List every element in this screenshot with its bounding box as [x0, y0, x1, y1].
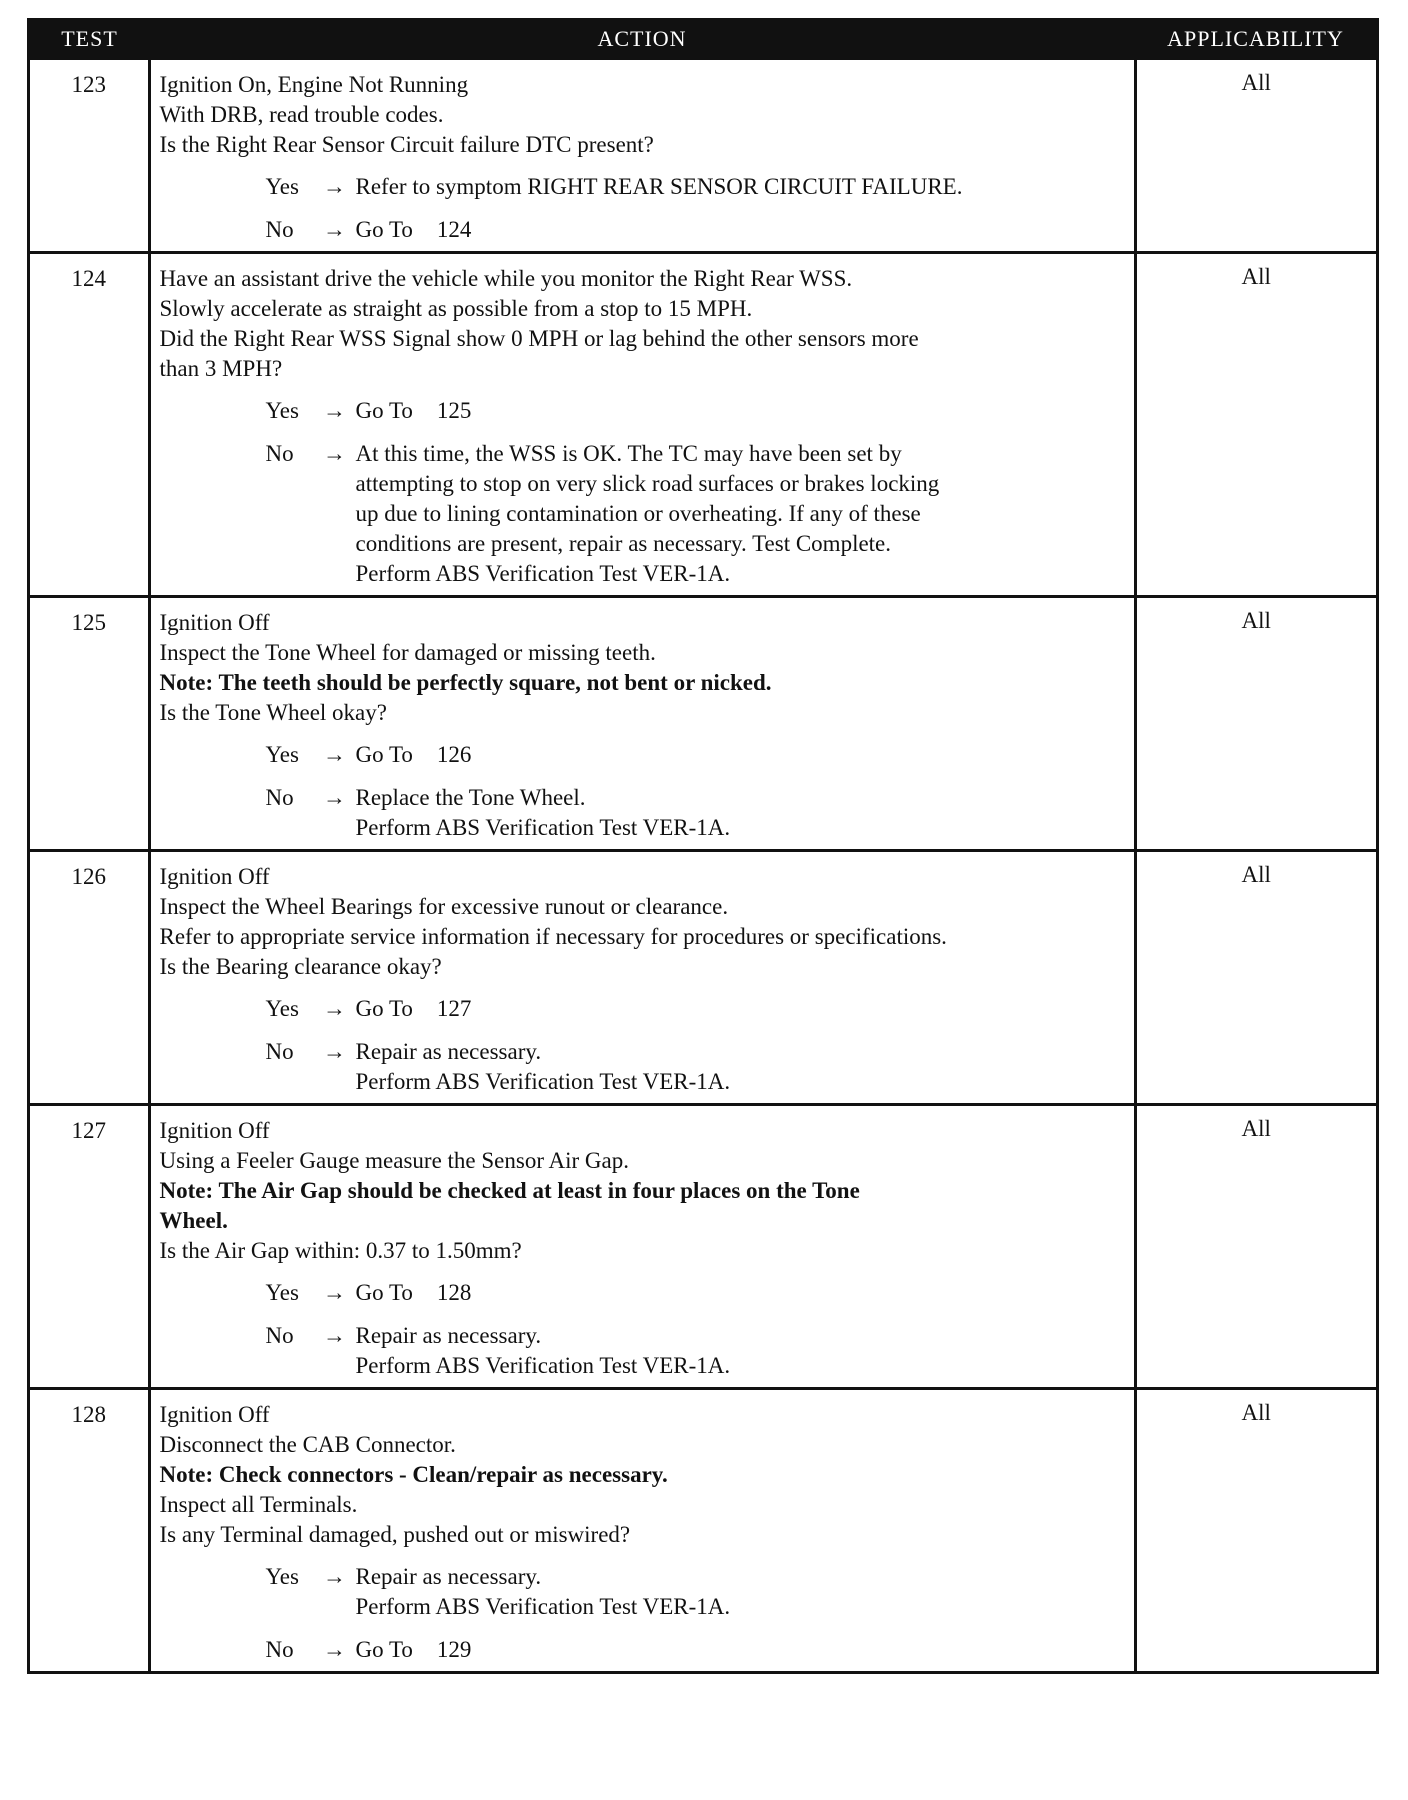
test-number: 126 [30, 851, 149, 1105]
table-row [30, 851, 1376, 1105]
outcome-text [356, 1562, 1126, 1622]
arrow-right-icon: → [323, 441, 346, 466]
outcome-line: At this time, the WSS is OK. The TC may have been set by [355, 441, 902, 466]
outcome-line: Perform ABS Verification Test VER-1A. [355, 1594, 731, 1619]
diagnostic-table-sheet [27, 18, 1379, 1674]
outcome-yes [266, 1278, 1126, 1308]
outcome-label: Yes [265, 174, 299, 199]
action-line: Is the Air Gap within: 0.37 to 1.50mm? [159, 1238, 522, 1263]
action-note: Note: The teeth should be perfectly square, not bent or nicked. [159, 670, 772, 695]
outcome-label: Yes [265, 742, 299, 767]
action-line: Using a Feeler Gauge measure the Sensor Air Gap. [159, 1148, 629, 1173]
outcome-text [356, 783, 1126, 843]
applicability-value: All [1135, 1105, 1376, 1389]
outcome-line: Replace the Tone Wheel. [355, 785, 586, 810]
header-applicability: APPLICABILITY [1135, 21, 1376, 59]
test-number: 127 [30, 1105, 149, 1389]
action-line: Ignition Off [159, 1118, 270, 1143]
outcome-yes [266, 172, 1126, 202]
table-row [30, 253, 1376, 597]
action-line: Ignition Off [159, 864, 270, 889]
outcome-line: Perform ABS Verification Test VER-1A. [355, 1353, 731, 1378]
action-note: Wheel. [159, 1208, 228, 1233]
goto-label: Go To [355, 1280, 413, 1305]
outcome-text [356, 1635, 1126, 1665]
goto-test-number: 129 [436, 1637, 472, 1662]
test-number: 123 [30, 59, 149, 253]
applicability-value: All [1135, 597, 1376, 851]
outcome-text [356, 396, 1126, 426]
action-line: Ignition Off [159, 1402, 270, 1427]
applicability-value: All [1135, 1389, 1376, 1672]
outcome-no [266, 783, 1126, 843]
arrow-right-icon: → [323, 398, 346, 423]
goto-test-number: 126 [436, 742, 472, 767]
outcome-yes [266, 740, 1126, 770]
action-line: Refer to appropriate service information if necessary for procedures or specifications. [159, 924, 947, 949]
outcome-label: Yes [265, 398, 299, 423]
header-row [30, 21, 1376, 59]
action-line: Is any Terminal damaged, pushed out or miswired? [159, 1522, 631, 1547]
action-line: Is the Right Rear Sensor Circuit failure DTC present? [159, 132, 654, 157]
outcome-line: attempting to stop on very slick road surfaces or brakes locking [355, 471, 940, 496]
action-note: Note: Check connectors - Clean/repair as necessary. [159, 1462, 668, 1487]
outcome-line: Perform ABS Verification Test VER-1A. [355, 1069, 731, 1094]
outcome-label: No [265, 1039, 294, 1064]
outcome-text [356, 439, 1126, 589]
outcome-line: Refer to symptom RIGHT REAR SENSOR CIRCUIT FAILURE. [355, 174, 963, 199]
test-number: 125 [30, 597, 149, 851]
arrow-right-icon: → [323, 217, 346, 242]
action-line: Inspect all Terminals. [159, 1492, 358, 1517]
action-cell [149, 59, 1135, 253]
arrow-right-icon: → [323, 174, 346, 199]
action-cell [149, 851, 1135, 1105]
goto-test-number: 128 [436, 1280, 472, 1305]
outcome-text [356, 740, 1126, 770]
outcome-label: Yes [265, 1280, 299, 1305]
action-line: than 3 MPH? [159, 356, 283, 381]
outcome-label: Yes [265, 996, 299, 1021]
outcome-label: No [265, 1323, 294, 1348]
action-line: Did the Right Rear WSS Signal show 0 MPH or lag behind the other sensors more [159, 326, 919, 351]
goto-test-number: 124 [436, 217, 472, 242]
applicability-value: All [1135, 253, 1376, 597]
outcome-no [266, 1321, 1126, 1381]
goto-label: Go To [355, 217, 413, 242]
outcome-no [266, 215, 1126, 245]
outcome-yes [266, 396, 1126, 426]
action-line: With DRB, read trouble codes. [159, 102, 444, 127]
outcomes [160, 1278, 1126, 1381]
goto-test-number: 127 [436, 996, 472, 1021]
action-cell [149, 1389, 1135, 1672]
arrow-right-icon: → [323, 785, 346, 810]
outcome-line: Perform ABS Verification Test VER-1A. [355, 561, 731, 586]
action-line: Ignition On, Engine Not Running [159, 72, 469, 97]
outcomes [160, 1562, 1126, 1665]
action-cell [149, 597, 1135, 851]
outcome-label: No [265, 217, 294, 242]
applicability-value: All [1135, 59, 1376, 253]
outcome-yes [266, 1562, 1126, 1622]
table-row [30, 1389, 1376, 1672]
arrow-right-icon: → [323, 742, 346, 767]
outcome-text [356, 215, 1126, 245]
table-row [30, 1105, 1376, 1389]
arrow-right-icon: → [323, 1323, 346, 1348]
outcome-label: Yes [265, 1564, 299, 1589]
arrow-right-icon: → [323, 1039, 346, 1064]
table-body [30, 59, 1376, 1672]
outcome-line: up due to lining contamination or overheating. If any of these [355, 501, 921, 526]
action-line: Inspect the Tone Wheel for damaged or missing teeth. [159, 640, 656, 665]
outcomes [160, 994, 1126, 1097]
outcomes [160, 740, 1126, 843]
outcome-line: Repair as necessary. [355, 1039, 542, 1064]
diagnostic-table [30, 21, 1376, 1671]
action-cell [149, 1105, 1135, 1389]
outcome-line: Perform ABS Verification Test VER-1A. [355, 815, 731, 840]
outcome-no [266, 1037, 1126, 1097]
goto-test-number: 125 [436, 398, 472, 423]
outcome-text [356, 1321, 1126, 1381]
action-line: Is the Tone Wheel okay? [159, 700, 387, 725]
action-line: Is the Bearing clearance okay? [159, 954, 442, 979]
action-line: Slowly accelerate as straight as possible from a stop to 15 MPH. [159, 296, 753, 321]
goto-label: Go To [355, 742, 413, 767]
goto-label: Go To [355, 1637, 413, 1662]
action-cell [149, 253, 1135, 597]
outcome-text [356, 994, 1126, 1024]
test-number: 124 [30, 253, 149, 597]
outcomes [160, 396, 1126, 589]
outcome-no [266, 439, 1126, 589]
table-row [30, 597, 1376, 851]
outcome-no [266, 1635, 1126, 1665]
outcomes [160, 172, 1126, 245]
table-header [30, 21, 1376, 59]
applicability-value: All [1135, 851, 1376, 1105]
arrow-right-icon: → [323, 996, 346, 1021]
outcome-text [356, 1037, 1126, 1097]
outcome-text [356, 172, 1126, 202]
action-note: Note: The Air Gap should be checked at least in four places on the Tone [159, 1178, 860, 1203]
action-line: Disconnect the CAB Connector. [159, 1432, 456, 1457]
table-row [30, 59, 1376, 253]
action-line: Have an assistant drive the vehicle while you monitor the Right Rear WSS. [159, 266, 853, 291]
outcome-line: Repair as necessary. [355, 1564, 542, 1589]
arrow-right-icon: → [323, 1280, 346, 1305]
goto-label: Go To [355, 996, 413, 1021]
outcome-yes [266, 994, 1126, 1024]
arrow-right-icon: → [323, 1564, 346, 1589]
outcome-line: conditions are present, repair as necessary. Test Complete. [355, 531, 892, 556]
action-line: Inspect the Wheel Bearings for excessive runout or clearance. [159, 894, 729, 919]
outcome-label: No [265, 785, 294, 810]
outcome-label: No [265, 1637, 294, 1662]
arrow-right-icon: → [323, 1637, 346, 1662]
action-line: Ignition Off [159, 610, 270, 635]
test-number: 128 [30, 1389, 149, 1672]
header-test: TEST [30, 21, 149, 59]
goto-label: Go To [355, 398, 413, 423]
outcome-text [356, 1278, 1126, 1308]
outcome-line: Repair as necessary. [355, 1323, 542, 1348]
outcome-label: No [265, 441, 294, 466]
header-action: ACTION [149, 21, 1135, 59]
